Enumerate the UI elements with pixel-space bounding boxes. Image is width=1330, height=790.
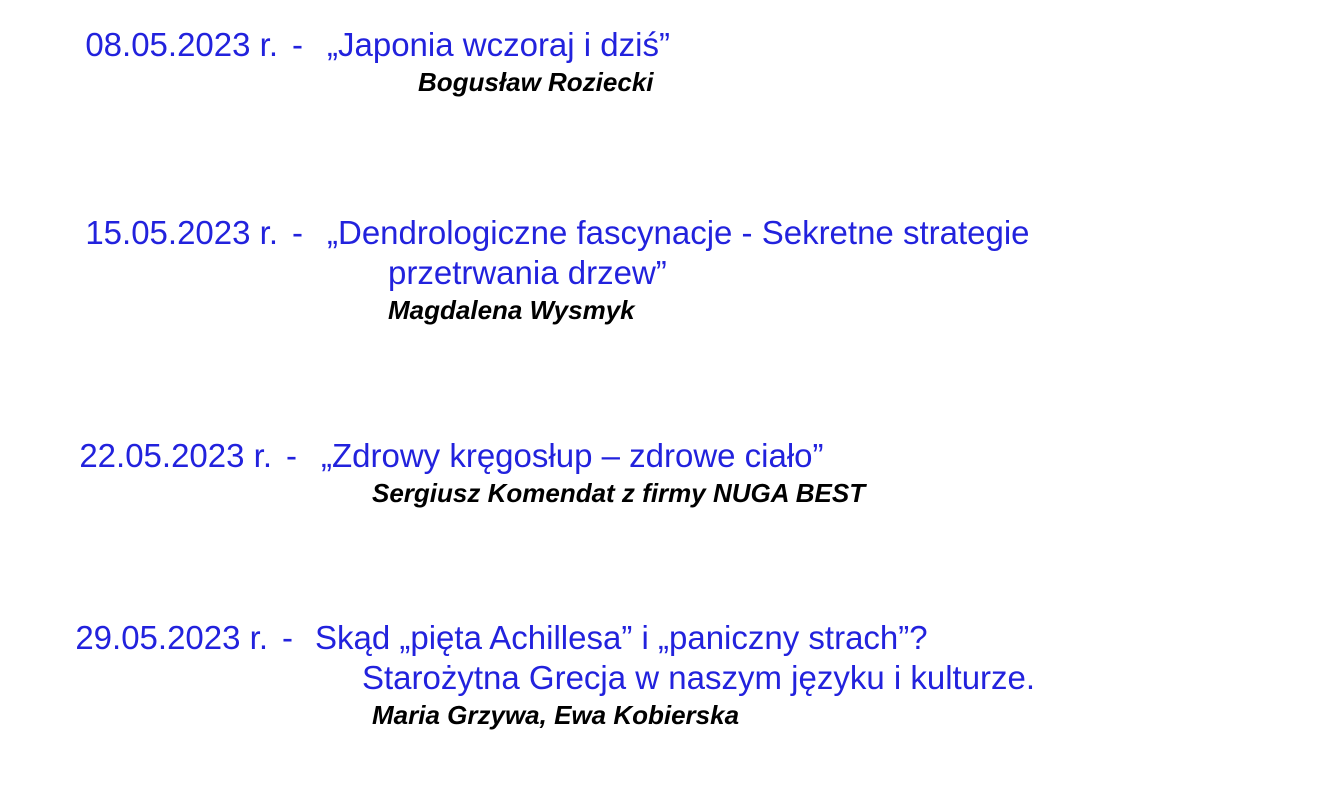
schedule-entry xyxy=(0,213,1330,327)
entry-header-row xyxy=(0,213,1330,253)
entry-header-row xyxy=(0,25,1330,65)
entry-separator: - xyxy=(292,214,303,251)
entry-header-row xyxy=(0,436,1330,476)
entry-date: 22.05.2023 r. xyxy=(79,437,272,474)
entry-separator: - xyxy=(292,26,303,63)
entry-separator: - xyxy=(286,437,297,474)
entry-date: 15.05.2023 r. xyxy=(85,214,278,251)
entry-speaker: Bogusław Roziecki xyxy=(418,67,654,97)
schedule-entry xyxy=(0,618,1330,732)
schedule-entry xyxy=(0,436,1330,510)
entry-title: „Japonia wczoraj i dziś” xyxy=(327,26,670,63)
entry-date: 29.05.2023 r. xyxy=(75,619,268,656)
entry-date: 08.05.2023 r. xyxy=(85,26,278,63)
entry-title: „Dendrologiczne fascynacje - Sekretne strategie xyxy=(327,214,1030,251)
schedule-entry xyxy=(0,25,1330,99)
entry-speaker: Magdalena Wysmyk xyxy=(388,295,635,325)
entry-speaker: Maria Grzywa, Ewa Kobierska xyxy=(372,700,740,730)
entry-title: Skąd „pięta Achillesa” i „paniczny strach”? xyxy=(315,619,928,656)
entry-separator: - xyxy=(282,619,293,656)
entry-title-continuation: Starożytna Grecja w naszym języku i kulturze. xyxy=(362,659,1036,696)
entry-title: „Zdrowy kręgosłup – zdrowe ciało” xyxy=(321,437,824,474)
entry-speaker: Sergiusz Komendat z firmy NUGA BEST xyxy=(372,478,866,508)
entry-header-row xyxy=(0,618,1330,658)
entry-title-continuation: przetrwania drzew” xyxy=(388,254,667,291)
